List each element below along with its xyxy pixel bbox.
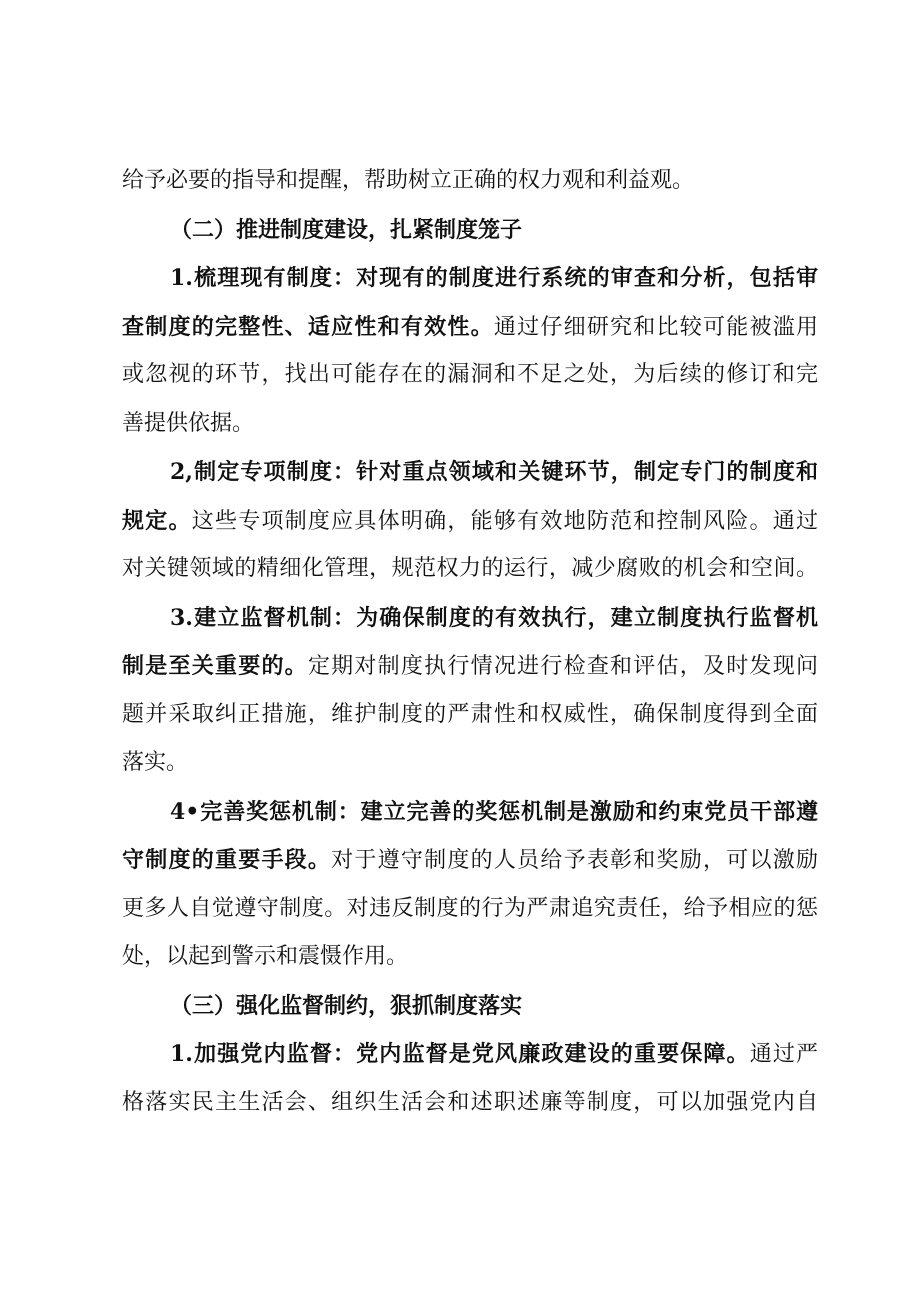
bold-lead-text: 1.加强党内监督：党内监督是党风廉政建设的重要保障。 <box>170 1041 750 1067</box>
paragraph-line <box>122 739 818 788</box>
bold-lead-text: 查制度的完整性、适应性和有效性。 <box>122 313 494 340</box>
paragraph-line <box>122 448 818 497</box>
body-text: 对关键领域的精细化管理，规范权力的运行，减少腐败的机会和空间。 <box>122 556 818 581</box>
paragraph-line <box>122 691 818 740</box>
body-text: 更多人自觉遵守制度。对违反制度的行为严肃追究责任，给予相应的惩 <box>122 895 818 921</box>
section-heading <box>122 206 818 255</box>
body-text: 或忽视的环节，找出可能存在的漏洞和不足之处，为后续的修订和完 <box>122 362 818 387</box>
paragraph-line <box>122 836 818 885</box>
body-text: 这些专项制度应具体明确，能够有效地防范和控制风险。通过 <box>191 508 818 534</box>
body-text: 对于遵守制度的人员给予表彰和奖励，可以激励 <box>331 848 818 873</box>
paragraph-line <box>122 933 818 982</box>
bold-lead-text: 1.梳理现有制度：对现有的制度进行系统的审查和分析，包括审 <box>170 265 818 291</box>
body-text: 通过严 <box>749 1042 818 1067</box>
paragraph-line <box>122 303 818 352</box>
paragraph-line <box>122 1030 818 1079</box>
body-text: 格落实民主生活会、组织生活会和述职述廉等制度，可以加强党内自 <box>122 1089 818 1115</box>
section-heading <box>122 982 818 1031</box>
bold-lead-text: 规定。 <box>122 507 192 534</box>
section-heading-text: （二）推进制度建设，扎紧制度笼子 <box>170 216 523 243</box>
bold-lead-text: 3.建立监督机制：为确保制度的有效执行，建立制度执行监督机 <box>170 604 818 631</box>
paragraph-line <box>122 400 818 449</box>
body-text: 定期对制度执行情况进行检查和评估，及时发现问 <box>307 654 818 679</box>
body-text: 给予必要的指导和提醒，帮助树立正确的权力观和利益观。 <box>122 168 695 193</box>
paragraph-line <box>122 545 818 594</box>
body-text: 善提供依据。 <box>122 410 255 436</box>
paragraph-line <box>122 594 818 643</box>
document-page <box>122 157 818 1127</box>
paragraph-line <box>122 642 818 691</box>
bold-lead-text: 4•完善奖惩机制：建立完善的奖惩机制是激励和约束党员干部遵 <box>170 798 818 825</box>
body-text: 处，以起到警示和震慑作用。 <box>122 944 409 969</box>
body-text: 题并采取纠正措施，维护制度的严肃性和权威性，确保制度得到全面 <box>122 701 818 727</box>
bold-lead-text: 2,制定专项制度：针对重点领域和关键环节，制定专门的制度和 <box>170 459 818 485</box>
paragraph-line <box>122 788 818 837</box>
paragraph-line <box>122 885 818 934</box>
section-heading-text: （三）强化监督制约，狠抓制度落实 <box>170 992 523 1019</box>
body-text: 通过仔细研究和比较可能被滥用 <box>493 314 818 340</box>
paragraph-line <box>122 1079 818 1128</box>
paragraph-line <box>122 351 818 400</box>
paragraph-line <box>122 254 818 303</box>
paragraph-line <box>122 497 818 546</box>
paragraph-line <box>122 157 818 206</box>
bold-lead-text: 制是至关重要的。 <box>122 653 308 679</box>
body-text: 落实。 <box>122 750 189 775</box>
bold-lead-text: 守制度的重要手段。 <box>122 847 332 873</box>
